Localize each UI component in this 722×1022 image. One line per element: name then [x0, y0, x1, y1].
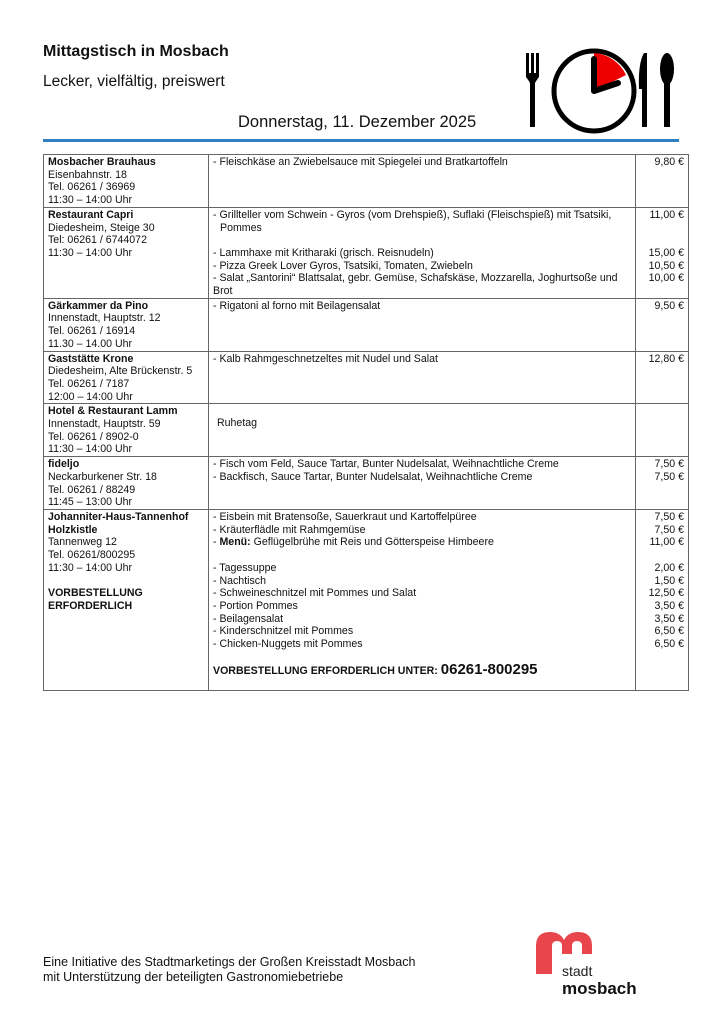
dish-item	[213, 638, 631, 651]
dish-text: - Kalb Rahmgeschnetzeltes mit Nudel und Salat	[213, 352, 438, 365]
dishes-cell	[209, 207, 636, 298]
dish-text: - Schweineschnitzel mit Pommes und Salat	[213, 587, 417, 600]
restaurant-info: Tannenweg 12	[48, 536, 117, 549]
dish-price: 7,50 €	[654, 510, 684, 523]
stadt-mosbach-logo	[532, 928, 652, 1000]
dish-price: 7,50 €	[654, 470, 684, 483]
dish-prefix: -	[213, 536, 220, 549]
restaurant-name: Gärkammer da Pino	[48, 299, 149, 312]
dish-price: 10,00 €	[648, 272, 684, 285]
dish-price: 7,50 €	[654, 523, 684, 536]
restaurant-info: 11:30 – 14:00 Uhr	[48, 246, 133, 259]
page-subtitle: Lecker, vielfältig, preiswert	[43, 73, 225, 90]
dish-item	[213, 511, 631, 524]
logo-text-stadt: stadt	[562, 963, 593, 979]
dish-item	[213, 458, 631, 471]
restaurant-info: Tel. 06261/800295	[48, 549, 136, 562]
dish-text: - Rigatoni al forno mit Beilagensalat	[213, 299, 381, 312]
restaurant-info: Innenstadt, Hauptstr. 12	[48, 312, 161, 325]
dish-item	[213, 247, 631, 260]
dish-price: 12,80 €	[648, 352, 684, 365]
menu-table	[43, 154, 689, 691]
restaurant-cell	[44, 207, 209, 298]
dish-text: - Chicken-Nuggets mit Pommes	[213, 638, 363, 651]
dish-price: 15,00 €	[648, 246, 684, 259]
restaurant-info: Innenstadt, Hauptstr. 59	[48, 418, 161, 431]
restaurant-info: Diedesheim, Alte Brückenstr. 5	[48, 365, 193, 378]
restaurant-info: Neckarburkener Str. 18	[48, 470, 157, 483]
footer-line-1: Eine Initiative des Stadtmarketings der Großen Kreisstadt Mosbach	[43, 955, 416, 969]
dish-text: - Backfisch, Sauce Tartar, Bunter Nudelsalat, Weihnachtliche Creme	[213, 470, 533, 483]
table-row	[44, 351, 689, 404]
dish-text: - Fisch vom Feld, Sauce Tartar, Bunter Nudelsalat, Weihnachtliche Creme	[213, 458, 559, 471]
dish-price: 12,50 €	[648, 587, 684, 600]
dishes-cell	[209, 509, 636, 690]
dish-text: - Tagessuppe	[213, 561, 277, 574]
dish-price: 11,00 €	[649, 208, 684, 221]
page-title: Mittagstisch in Mosbach	[43, 43, 229, 60]
restaurant-cell	[44, 298, 209, 351]
restaurant-info: Tel. 06261 / 7187	[48, 377, 130, 390]
prices-cell	[636, 509, 689, 690]
dishes-cell	[209, 404, 636, 457]
spacer	[48, 575, 204, 588]
dish-item	[213, 587, 631, 600]
restaurant-info: 12:00 – 14:00 Uhr	[48, 390, 133, 403]
restaurant-cell	[44, 457, 209, 510]
prices-cell	[636, 351, 689, 404]
restaurant-info: Tel. 06261 / 16914	[48, 325, 136, 338]
restaurant-cell	[44, 509, 209, 690]
restaurant-info: Tel. 06261 / 36969	[48, 181, 136, 194]
dish-price: 3,50 €	[654, 612, 684, 625]
table-row	[44, 298, 689, 351]
dish-text: - Lammhaxe mit Kritharaki (grisch. Reisnudeln)	[213, 246, 434, 259]
divider	[43, 139, 679, 142]
dish-item	[213, 353, 631, 366]
footer	[43, 955, 415, 985]
dish-price: 9,80 €	[654, 156, 684, 168]
dish-price: 6,50 €	[654, 638, 684, 651]
dish-item	[213, 613, 631, 626]
date: Donnerstag, 11. Dezember 2025	[238, 113, 477, 131]
restaurant-info: 11:45 – 13:00 Uhr	[48, 496, 133, 509]
dish-text: - Eisbein mit Bratensoße, Sauerkraut und Kartoffelpüree	[213, 510, 477, 523]
dish-item	[213, 156, 631, 169]
dish-text: - Grillteller vom Schwein - Gyros (vom Drehspieß), Suflaki (Fleischspieß) mit Tsatsiki,	[213, 208, 612, 221]
table-row	[44, 155, 689, 208]
restaurant-info: 11:30 – 14:00 Uhr	[48, 194, 133, 207]
dishes-cell	[209, 155, 636, 208]
restaurant-name: Mosbacher Brauhaus	[48, 156, 156, 168]
restaurant-info: 11:30 – 14:00 Uhr	[48, 561, 133, 574]
dish-item	[213, 600, 631, 613]
dish-item	[213, 471, 631, 484]
spacer	[213, 549, 631, 562]
dish-item	[213, 300, 631, 313]
dish-label: Menü:	[219, 536, 251, 549]
preorder-note: VORBESTELLUNG	[48, 587, 143, 600]
restaurant-info: Tel. 06261 / 88249	[48, 483, 136, 496]
footer-line-2: mit Unterstützung der beteiligten Gastronomiebetriebe	[43, 970, 344, 984]
table-row	[44, 404, 689, 457]
spacer	[640, 234, 684, 247]
restaurant-info: Tel. 06261 / 8902-0	[48, 430, 139, 443]
dish-text: - Kinderschnitzel mit Pommes	[213, 625, 354, 638]
dish-price: 9,50 €	[654, 299, 684, 312]
dish-price: 10,50 €	[648, 259, 684, 272]
prices-cell	[636, 404, 689, 457]
dish-price: 11,00 €	[649, 536, 684, 549]
restaurant-name: Restaurant Capri	[48, 208, 134, 221]
dish-price: 3,50 €	[654, 599, 684, 612]
lunch-clock-icon	[522, 45, 682, 137]
restaurant-cell	[44, 155, 209, 208]
preorder-phone: 06261-800295	[440, 660, 538, 678]
dish-text: - Beilagensalat	[213, 612, 284, 625]
dish-item	[213, 209, 631, 222]
dish-text: Geflügelbrühe mit Reis und Götterspeise Himbeere	[250, 536, 494, 549]
restaurant-info: Diedesheim, Steige 30	[48, 221, 155, 234]
restaurant-name: fideljo	[48, 458, 80, 471]
dish-item	[213, 625, 631, 638]
spacer	[640, 222, 684, 235]
prices-cell	[636, 155, 689, 208]
prices-cell	[636, 298, 689, 351]
prices-cell	[636, 457, 689, 510]
table-row	[44, 207, 689, 298]
spacer	[640, 549, 684, 562]
dish-price: 6,50 €	[654, 625, 684, 638]
restaurant-name: Hotel & Restaurant Lamm	[48, 405, 178, 418]
preorder-label: VORBESTELLUNG ERFORDERLICH UNTER:	[213, 664, 441, 677]
dish-continuation: Pommes	[220, 221, 262, 234]
preorder-contact	[213, 660, 631, 678]
dish-item	[213, 405, 631, 430]
dish-text: - Pizza Greek Lover Gyros, Tsatsiki, Tomaten, Zwiebeln	[213, 259, 473, 272]
preorder-note: ERFORDERLICH	[48, 599, 133, 612]
table-row	[44, 457, 689, 510]
restaurant-info: Tel: 06261 / 6744072	[48, 234, 147, 247]
table-row	[44, 509, 689, 690]
restaurant-name: Johanniter-Haus-Tannenhof	[48, 510, 189, 523]
restaurant-info: 11.30 – 14.00 Uhr	[48, 337, 133, 350]
restaurant-name: Gaststätte Krone	[48, 352, 134, 365]
restaurant-info: 11:30 – 14:00 Uhr	[48, 443, 133, 456]
restaurant-cell	[44, 404, 209, 457]
dish-item	[213, 260, 631, 273]
dish-text: - Portion Pommes	[213, 599, 298, 612]
dishes-cell	[209, 351, 636, 404]
restaurant-info: Eisenbahnstr. 18	[48, 168, 127, 181]
dish-price: 1,50 €	[654, 574, 684, 587]
dish-item	[213, 575, 631, 588]
dish-text: - Kräuterflädle mit Rahmgemüse	[213, 523, 366, 536]
dish-item	[213, 562, 631, 575]
dish-text: Ruhetag	[217, 417, 258, 430]
prices-cell	[636, 207, 689, 298]
dish-item	[213, 524, 631, 537]
dish-text: - Fleischkäse an Zwiebelsauce mit Spiegelei und Bratkartoffeln	[213, 156, 508, 168]
dish-price: 2,00 €	[654, 561, 684, 574]
dish-item	[213, 536, 631, 549]
dishes-cell	[209, 457, 636, 510]
spacer	[213, 234, 631, 247]
dish-item	[213, 272, 631, 297]
dish-price	[640, 405, 684, 418]
restaurant-cell	[44, 351, 209, 404]
dishes-cell	[209, 298, 636, 351]
dish-text: - Nachtisch	[213, 574, 266, 587]
dish-text: - Salat „Santorini“ Blattsalat, gebr. Gemüse, Schafskäse, Mozzarella, Joghurtsoße und Brot	[213, 272, 618, 298]
logo-text-mosbach: mosbach	[562, 979, 637, 998]
restaurant-name-2: Holzkistle	[48, 523, 98, 536]
dish-price: 7,50 €	[654, 458, 684, 471]
